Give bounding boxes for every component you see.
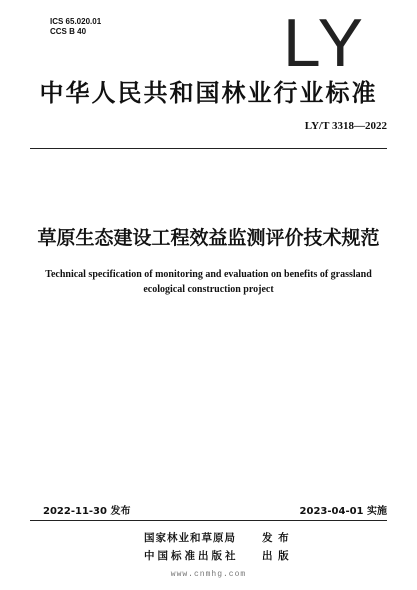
standard-logo: LY <box>282 5 365 81</box>
publisher-action: 发 布 <box>262 532 290 544</box>
issue-date: 2022-11-30 发布 <box>43 506 131 517</box>
header-divider <box>30 148 387 149</box>
ccs-code: CCS B 40 <box>50 27 87 36</box>
footer-divider <box>30 520 387 521</box>
document-title-en-line2: ecological construction project <box>143 284 274 295</box>
ics-code: ICS 65.020.01 <box>50 17 102 26</box>
publisher-name: 国家林业和草原局 <box>144 532 236 544</box>
press-name: 中国标准出版社 <box>144 550 239 562</box>
press-action: 出 版 <box>262 550 290 562</box>
document-title-en-line1: Technical specification of monitoring and evaluation on benefits of grassland <box>45 269 372 280</box>
issuing-category-title: 中华人民共和国林业行业标准 <box>39 79 378 107</box>
watermark-url: www.cnmhg.com <box>170 570 247 579</box>
implementation-date: 2023-04-01 实施 <box>299 506 387 517</box>
document-title-cn: 草原生态建设工程效益监测评价技术规范 <box>37 227 380 249</box>
standard-number: LY/T 3318—2022 <box>304 120 387 132</box>
